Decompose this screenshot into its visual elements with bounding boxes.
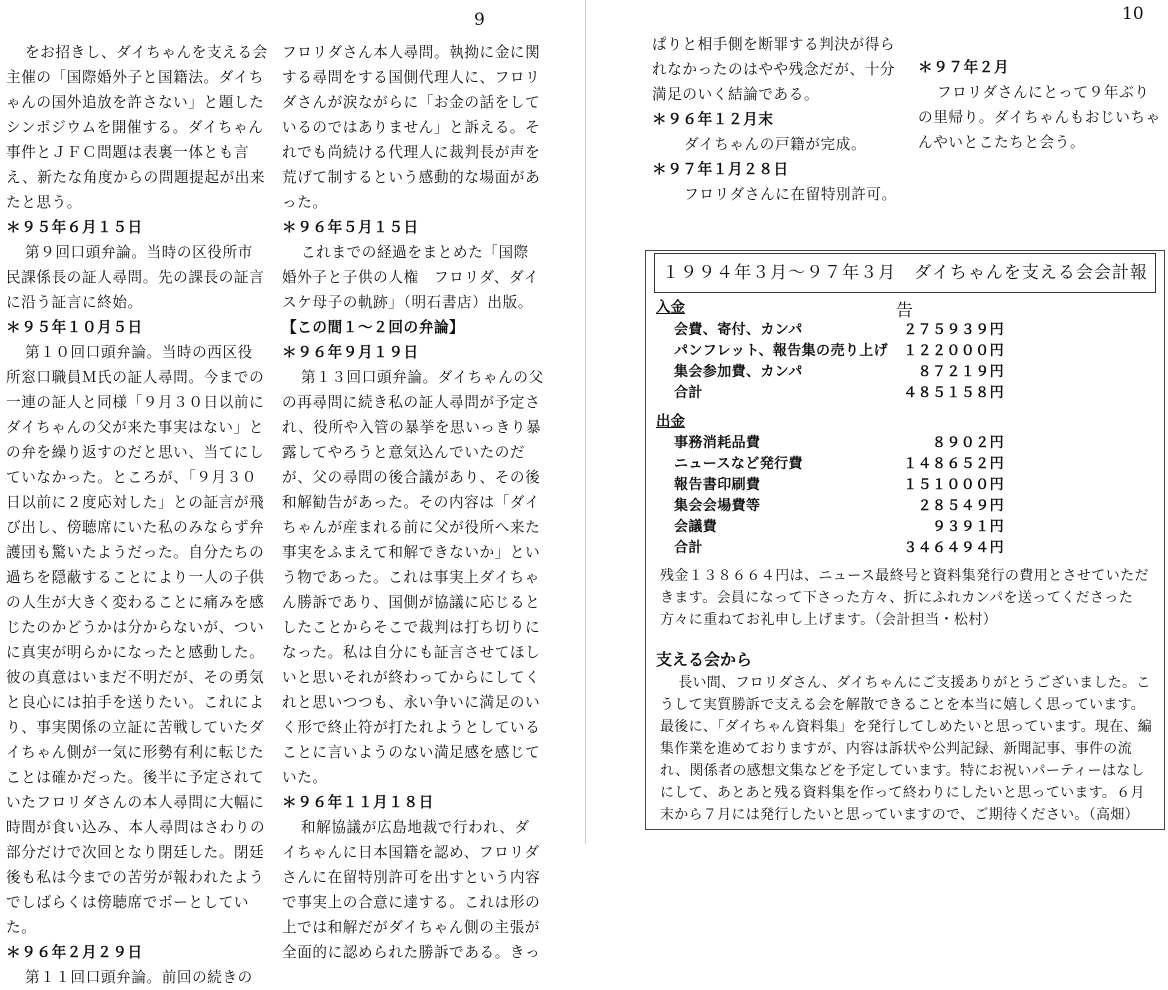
account-amount: １４８６５２円 [903,456,1004,472]
account-amount: ８９０２円 [932,435,1004,451]
account-amount: １２２０００円 [903,343,1004,359]
paragraph: 第９回口頭弁論。当時の区役所市民課係長の証人尋問。先の課長の証言に沿う証言に終始。 [6,244,265,311]
account-item: 集会参加費、カンパ [674,364,803,380]
paragraph: 第１１回口頭弁論。前回の続きの [24,969,253,986]
account-row [674,454,1004,475]
column-4 [918,55,1164,155]
income-table [674,320,1004,404]
account-row [674,475,1004,496]
paragraph: 第１０回口頭弁論。当時の西区役所窓口職員Ｍ氏の証人尋問。今までの一連の証人と同様「９月３０日以前にダイちゃんの父が来た事実はない」との弁を繰り返すのだと思い、当てにしていなかった。ところが、「９月３０日以前に２度応対した」との証言が飛び出し、傍聴席にいた私のみならず弁護団も驚いたようだった。自分たちの過ちを隠蔽することにより一人の子供の人生が大きく変わることに痛みを感じたのかどうかは分からないが、ついに真実が明らかになったと感動した。彼の真意はいまだ不明だが、その勇気と良心には拍手を送りたい。これにより、事実関係の立証に苦戦していたダイちゃん側が一気に形勢有利に転じたことは確かだった。後半に予定されていたフロリダさんの本人尋問に大幅に時間が食い込み、本人尋問はさわりの部分だけで次回となり閉廷した。閉廷後も私は今までの苦労が報われたようでしばらくは傍聴席でボーとしていた。 [6,344,266,936]
paragraph: フロリダさん本人尋問。執拗に金に関する尋問をする国側代理人に、フロリダさんが涙ながらに「お金の話をしているのではありません」と訴える。それでも尚続ける代理人に裁判長が声を荒げて制するという感動的な場面があった。 [282,44,541,211]
account-row [674,341,1004,362]
account-row [674,433,1004,454]
paragraph: フロリダさんに在留特別許可。 [684,186,897,203]
date-heading: ＊９５年１０月５日 [6,319,143,336]
column-3 [652,32,907,207]
bracket-note: 【この間１～２回の弁論】 [282,319,465,336]
page-fold [585,0,586,844]
report-note: 残金１３８６６４円は、ニュース最終号と資料集発行の費用とさせていただきます。会員になって下さった方々、折にふれカンパを送ってくださった方々に重ねてお礼申し上げます。（会計担当・松村） [660,568,1149,628]
account-row [674,496,1004,517]
account-amount: ３４６４９４円 [903,540,1004,556]
account-item: パンフレット、報告集の売り上げ [674,343,889,359]
column-2 [282,40,544,965]
date-heading: ＊９６年９月１９日 [282,344,419,361]
account-row [674,538,1004,559]
paragraph: 第１３回口頭弁論。ダイちゃんの父の再尋問に続き私の証人尋問が予定され、役所や入管の暴挙を思いっきり暴露してやろうと意気込んでいたのだが、父の尋問の後合議があり、その後和解勧告があった。その内容は「ダイちゃんが産まれる前に父が役所へ来た事実をふまえて和解できないか」という物であった。これは事実上ダイちゃん勝訴であり、国側が協議に応じるとしたことからそこで裁判は打ち切りになった。私は自分にも証言させてほしいと思いそれが終わってからにしてくれと思いつつも、永い争いに満足のいく形で終止符が打たれようとしていることに言いようのない満足感を感じていた。 [282,369,544,786]
support-title: 支える会から [656,650,753,669]
account-amount: ２７５９３９円 [903,322,1004,338]
account-item: 会費、寄付、カンパ [674,322,803,338]
accounting-report [645,250,1165,830]
income-label: 入金 [656,300,685,316]
column-1 [6,40,268,990]
account-row [674,320,1004,341]
account-amount: １５１０００円 [903,477,1004,493]
account-row [674,517,1004,538]
date-heading: ＊９６年１１月１８日 [282,794,434,811]
account-item: 会議費 [674,519,718,535]
paragraph: ダイちゃんの戸籍が完成。 [684,136,867,153]
account-item: ニュースなど発行費 [674,456,803,472]
account-item: 報告書印刷費 [674,477,761,493]
page-number-right: 10 [1122,4,1144,24]
expense-label: 出金 [656,414,685,430]
account-item: 合計 [674,385,703,401]
paragraph: をお招きし、ダイちゃんを支える会主催の「国際婚外子と国籍法。ダイちゃんの国外追放を許さない」と題したシンポジウムを開催する。ダイちゃん事件とＪＦＣ問題は表裏一体とも言え、新たな角度からの問題提起が出来たと思う。 [6,44,268,211]
date-heading: ＊９７年２月 [918,59,1010,76]
paragraph: ぱりと相手側を断罪する判決が得られなかったのはやや残念だが、十分満足のいく結論である。 [652,36,896,103]
date-heading: ＊９５年６月１５日 [6,219,143,236]
date-heading: ＊９６年５月１５日 [282,219,419,236]
date-heading: ＊９７年１月２８日 [652,161,789,178]
page-number-left: 9 [474,10,485,30]
expense-table [674,433,1004,559]
support-text: 長い間、フロリダさん、ダイちゃんにご支援ありがとうございました。こうして実質勝訴で支える会を解散できることを本当に嬉しく思っています。最後に、「ダイちゃん資料集」を発行してしめたいと思っています。現在、編集作業を進めておりますが、内容は訴状や公判記録、新聞記事、事件の流れ、関係者の感想文集などを予定しています。特にお祝いパーティーはなしにして、あとあと残る資料集を作って終わりにしたいと思っています。６月末から７月には発行したいと思っていますので、ご期待ください。（高畑） [660,675,1153,823]
account-amount: ８７２１９円 [917,364,1004,380]
date-heading: ＊９６年１２月末 [652,111,774,128]
account-item: 集会会場費等 [674,498,761,514]
account-item: 事務消耗品費 [674,435,761,451]
report-title: １９９４年３月～９７年３月 ダイちゃんを支える会会計報告 [654,253,1156,293]
account-amount: ４８５１５８円 [903,385,1004,401]
paragraph: これまでの経過をまとめた「国際婚外子と子供の人権 フロリダ、ダイスケ母子の軌跡」（明石書店）出版。 [282,244,540,311]
account-row [674,383,1004,404]
paragraph: 和解協議が広島地裁で行われ、ダイちゃんに日本国籍を認め、フロリダさんに在留特別許可を出すという内容で事実上の合意に達する。これは形の上では和解だがダイちゃん側の主張が全面的に認められた勝訴である。きっ [282,819,541,961]
account-amount: ２８５４９円 [917,498,1004,514]
account-row [674,362,1004,383]
date-heading: ＊９６年２月２９日 [6,944,143,961]
paragraph: フロリダさんにとって９年ぶりの里帰り。ダイちゃんもおじいちゃんやいとこたちと会う。 [918,84,1161,151]
account-amount: ９３９１円 [932,519,1004,535]
account-item: 合計 [674,540,703,556]
